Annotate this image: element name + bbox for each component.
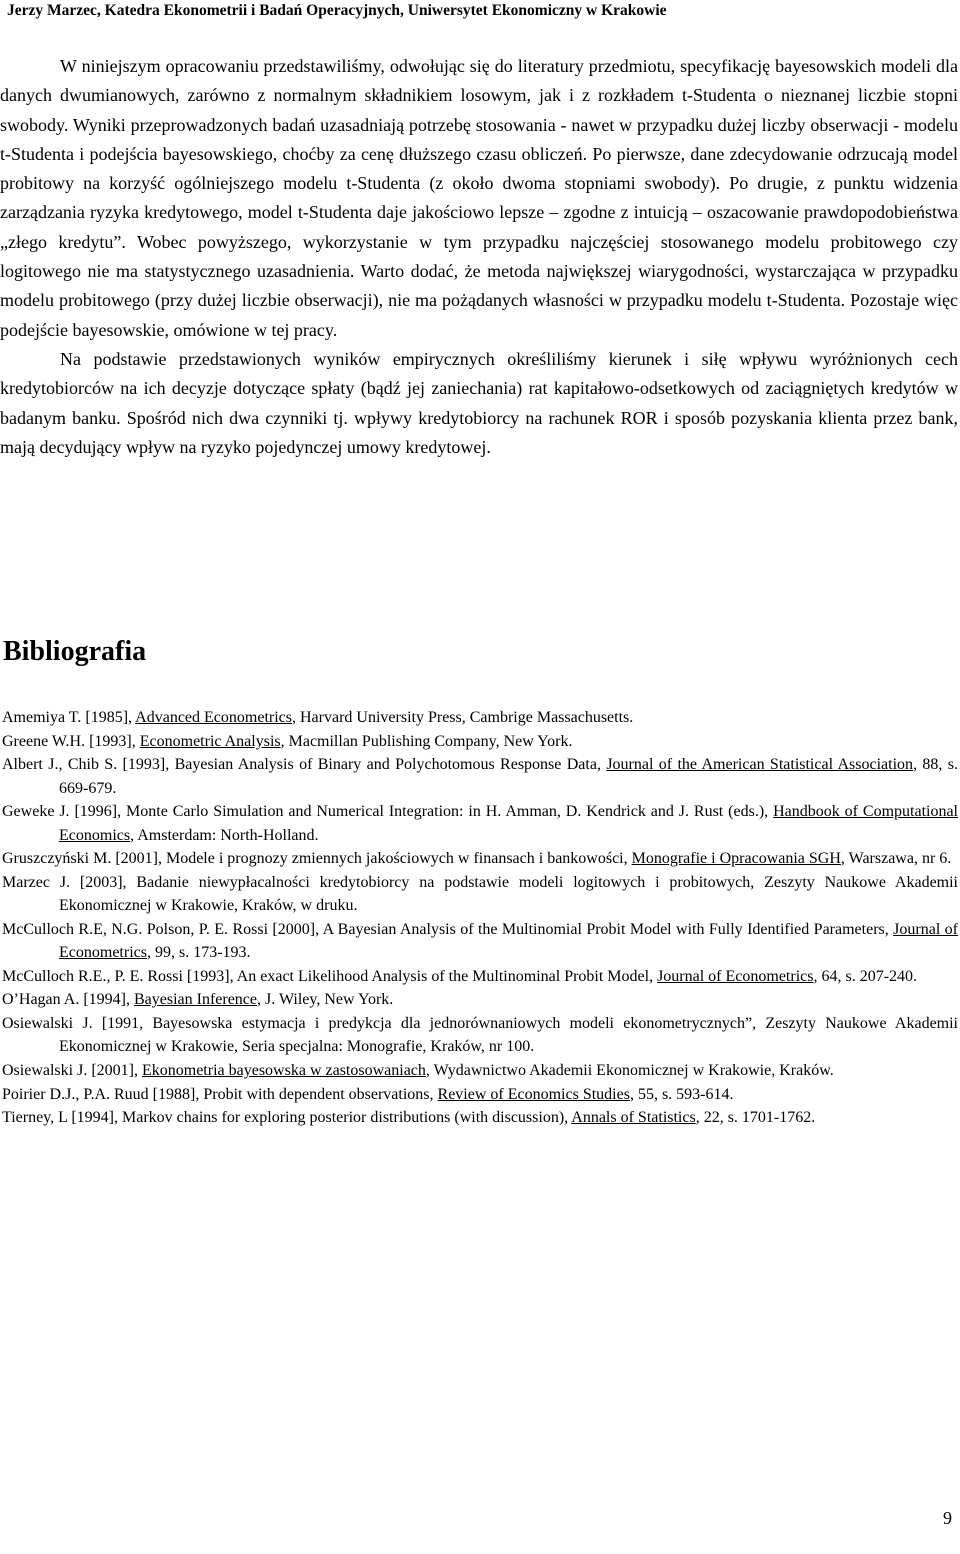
entry-text: , Amsterdam: North-Holland. xyxy=(130,826,319,844)
page-number: 9 xyxy=(943,1508,952,1528)
entry-text: , Warszawa, nr 6. xyxy=(840,850,952,868)
entry-title: Annals of Statistics xyxy=(571,1109,696,1127)
entry-text: Tierney, L [1994], Markov chains for exploring posterior distributions (with discussion), xyxy=(2,1109,572,1127)
bibliography-entry xyxy=(0,871,958,917)
entry-text: Greene W.H. [1993], xyxy=(2,732,140,750)
paragraph: W niniejszym opracowaniu przedstawiliśmy, odwołując się do literatury przedmiotu, specyfikację bayesowskich modeli dla danych dwumianowych, zarówno z normalnym składnikiem losowym, jak i z rozkładem t-Studenta o nieznanej liczbie stopni swobody. Wyniki przeprowadzonych badań uzasadniają potrzebę stosowania - nawet w przypadku dużej liczby obserwacji - modelu t-Studenta i podejścia bayesowskiego, choćby za cenę dłuższego czasu obliczeń. Po pierwsze, dane zdecydowanie odrzucają model probitowy na korzyść ogólniejszego modelu t-Studenta (z około dwoma stopniami swobody). Po drugie, z punktu widzenia zarządzania ryzyka kredytowego, model t-Studenta daje jakościowo lepsze – zgodne z intuicją – oszacowanie prawdopodobieństwa „złego kredytu”. Wobec powyższego, wykorzystanie w tym przypadku najczęściej stosowanego modelu probitowego czy logitowego nie ma statystycznego uzasadnienia. Warto dodać, że metoda największej wiarygodności, wystarczająca w przypadku modelu probitowego (przy dużej liczbie obserwacji), nie ma pożądanych własności w przypadku modelu t-Studenta. Pozostaje więc podejście bayesowskie, omówione w tej pracy. xyxy=(0,56,958,340)
entry-text: Marzec J. [2003], Badanie niewypłacalności kredytobiorcy na podstawie modeli logitowych i probitowych, Zeszyty Naukowe Akademii Ekonomicznej w Krakowie, Kraków, w druku. xyxy=(2,873,958,915)
entry-text: , Macmillan Publishing Company, New York. xyxy=(280,732,573,750)
entry-text: Osiewalski J. [2001], xyxy=(2,1062,142,1080)
entry-text: , Harvard University Press, Cambrige Massachusetts. xyxy=(292,709,634,726)
entry-text: Amemiya T. [1985], xyxy=(2,709,136,726)
bibliography-entry xyxy=(0,1059,958,1082)
bibliography-entry xyxy=(0,847,958,870)
bibliography-entry xyxy=(0,1106,958,1129)
entry-text: , Wydawnictwo Akademii Ekonomicznej w Krakowie, Kraków. xyxy=(425,1062,834,1080)
entry-text: O’Hagan A. [1994], xyxy=(2,991,134,1009)
bibliography-list xyxy=(0,706,958,1130)
entry-text: Gruszczyński M. [2001], Modele i prognozy zmiennych jakościowych w finansach i bankowości, xyxy=(2,850,632,868)
section-heading-bibliografia: Bibliografia xyxy=(3,636,147,667)
entry-text: , 64, s. 207-240. xyxy=(813,967,918,985)
entry-text: Geweke J. [1996], Monte Carlo Simulation and Numerical Integration: in H. Amman, D. Kendrick and J. Rust (eds.), xyxy=(2,803,774,821)
bibliography-entry xyxy=(0,800,958,846)
entry-title: Advanced Econometrics xyxy=(135,709,292,726)
entry-title: Review of Economics Studies xyxy=(437,1085,630,1103)
bibliography-entry xyxy=(0,1012,958,1058)
entry-title: Handbook of Computational Economics xyxy=(59,803,959,844)
entry-title: Ekonometria bayesowska w zastosowaniach xyxy=(141,1062,426,1080)
entry-text: , 22, s. 1701-1762. xyxy=(695,1109,816,1127)
entry-title: Econometric Analysis xyxy=(139,732,281,750)
bibliography-entry xyxy=(0,706,958,729)
bibliography-entry xyxy=(0,918,958,964)
entry-title: Bayesian Inference xyxy=(133,991,258,1009)
body-text xyxy=(0,52,958,462)
entry-title: Journal of Econometrics xyxy=(657,967,814,985)
paragraph: Na podstawie przedstawionych wyników empirycznych określiliśmy kierunek i siłę wpływu wyróżnionych cech kredytobiorców na ich decyzje dotyczące spłaty (bądź jej zaniechania) rat kapitałowo-odsetkowych od zaciągniętych kredytów w badanym banku. Spośród nich dwa czynniki tj. wpływy kredytobiorcy na rachunek ROR i sposób pozyskania klienta przez bank, mają decydujący wpływ na ryzyko pojedynczej umowy kredytowej. xyxy=(0,348,958,457)
running-head: Jerzy Marzec, Katedra Ekonometrii i Badań Operacyjnych, Uniwersytet Ekonomiczny w Krakowie xyxy=(7,2,667,19)
entry-title: Journal of Econometrics xyxy=(59,920,958,962)
entry-text: Osiewalski J. [1991, Bayesowska estymacja i predykcja dla jednorównaniowych modeli ekonometrycznych”, Zeszyty Naukowe Akademii Ekonomicznej w Krakowie, Seria specjalna: Monografie, Kraków, nr 100. xyxy=(2,1015,958,1056)
bibliography-entry xyxy=(0,753,958,799)
bibliography-entry xyxy=(0,988,958,1011)
entry-text: , 99, s. 173-193. xyxy=(146,944,251,962)
entry-text: , J. Wiley, New York. xyxy=(257,991,394,1009)
entry-text: Albert J., Chib S. [1993], Bayesian Analysis of Binary and Polychotomous Response Data, xyxy=(2,756,607,774)
bibliography-entry xyxy=(0,1083,958,1106)
entry-title: Monografie i Opracowania SGH xyxy=(631,850,841,868)
bibliography-entry xyxy=(0,965,958,988)
entry-text: , 88, s. 669-679. xyxy=(59,756,959,797)
entry-text: McCulloch R.E., P. E. Rossi [1993], An exact Likelihood Analysis of the Multinominal Probit Model, xyxy=(2,967,658,985)
entry-text: McCulloch R.E, N.G. Polson, P. E. Rossi [2000], A Bayesian Analysis of the Multinomial Probit Model with Fully Identified Parameters, xyxy=(2,920,894,938)
entry-text: , 55, s. 593-614. xyxy=(629,1085,734,1103)
entry-title: Journal of the American Statistical Association xyxy=(606,756,914,774)
entry-text: Poirier D.J., P.A. Ruud [1988], Probit with dependent observations, xyxy=(2,1085,438,1103)
bibliography-entry xyxy=(0,730,958,753)
